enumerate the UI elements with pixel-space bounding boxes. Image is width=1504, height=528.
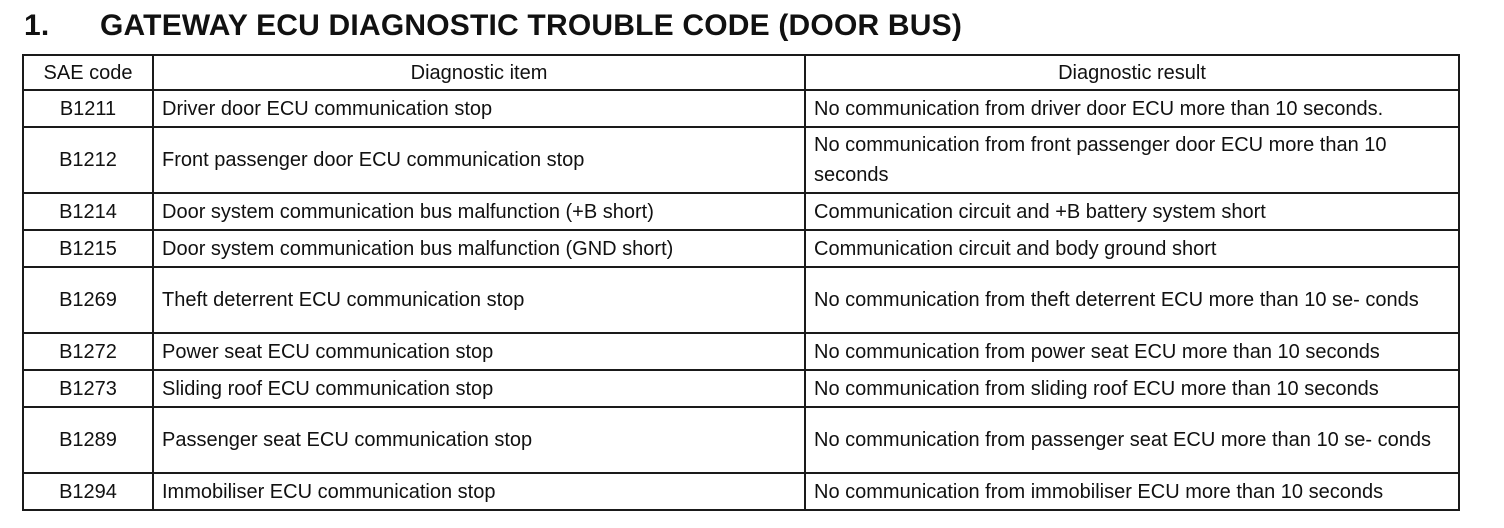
sae-code-cell: B1272: [23, 333, 153, 370]
diagnostic-result-cell: Communication circuit and +B battery system short: [805, 193, 1459, 230]
diagnostic-item-cell: Front passenger door ECU communication stop: [153, 127, 805, 193]
diagnostic-result-cell: No communication from passenger seat ECU more than 10 se- conds: [805, 407, 1459, 473]
diagnostic-result-cell: Communication circuit and body ground short: [805, 230, 1459, 267]
sae-code-cell: B1212: [23, 127, 153, 193]
diagnostic-item-cell: Power seat ECU communication stop: [153, 333, 805, 370]
table-row: [23, 407, 1459, 473]
diagnostic-item-cell: Door system communication bus malfunction (+B short): [153, 193, 805, 230]
table-header-row: [23, 55, 1459, 90]
table-row: [23, 473, 1459, 510]
header-sae-code: SAE code: [23, 55, 153, 90]
diagnostic-item-cell: Door system communication bus malfunction (GND short): [153, 230, 805, 267]
sae-code-cell: B1269: [23, 267, 153, 333]
table-row: [23, 370, 1459, 407]
sae-code-cell: B1214: [23, 193, 153, 230]
diagnostic-result-cell: No communication from immobiliser ECU more than 10 seconds: [805, 473, 1459, 510]
sae-code-cell: B1289: [23, 407, 153, 473]
table-row: [23, 90, 1459, 127]
diagnostic-item-cell: Immobiliser ECU communication stop: [153, 473, 805, 510]
diagnostic-result-cell: No communication from sliding roof ECU more than 10 seconds: [805, 370, 1459, 407]
diagnostic-item-cell: Theft deterrent ECU communication stop: [153, 267, 805, 333]
table-row: [23, 267, 1459, 333]
diagnostic-item-cell: Passenger seat ECU communication stop: [153, 407, 805, 473]
sae-code-cell: B1294: [23, 473, 153, 510]
diagnostic-result-cell: No communication from front passenger door ECU more than 10 seconds: [805, 127, 1459, 193]
diagnostic-item-cell: Sliding roof ECU communication stop: [153, 370, 805, 407]
table-row: [23, 333, 1459, 370]
section-heading: [24, 6, 962, 46]
sae-code-cell: B1273: [23, 370, 153, 407]
sae-code-cell: B1215: [23, 230, 153, 267]
diagnostic-result-cell: No communication from theft deterrent ECU more than 10 se- conds: [805, 267, 1459, 333]
table-row: [23, 127, 1459, 193]
section-title: GATEWAY ECU DIAGNOSTIC TROUBLE CODE (DOOR BUS): [100, 9, 963, 42]
table-row: [23, 193, 1459, 230]
section-number: 1.: [24, 9, 50, 42]
header-diagnostic-result: Diagnostic result: [805, 55, 1459, 90]
diagnostic-result-cell: No communication from power seat ECU more than 10 seconds: [805, 333, 1459, 370]
diagnostic-item-cell: Driver door ECU communication stop: [153, 90, 805, 127]
table-row: [23, 230, 1459, 267]
header-diagnostic-item: Diagnostic item: [153, 55, 805, 90]
diagnostic-result-cell: No communication from driver door ECU more than 10 seconds.: [805, 90, 1459, 127]
dtc-table: [22, 54, 1460, 511]
sae-code-cell: B1211: [23, 90, 153, 127]
